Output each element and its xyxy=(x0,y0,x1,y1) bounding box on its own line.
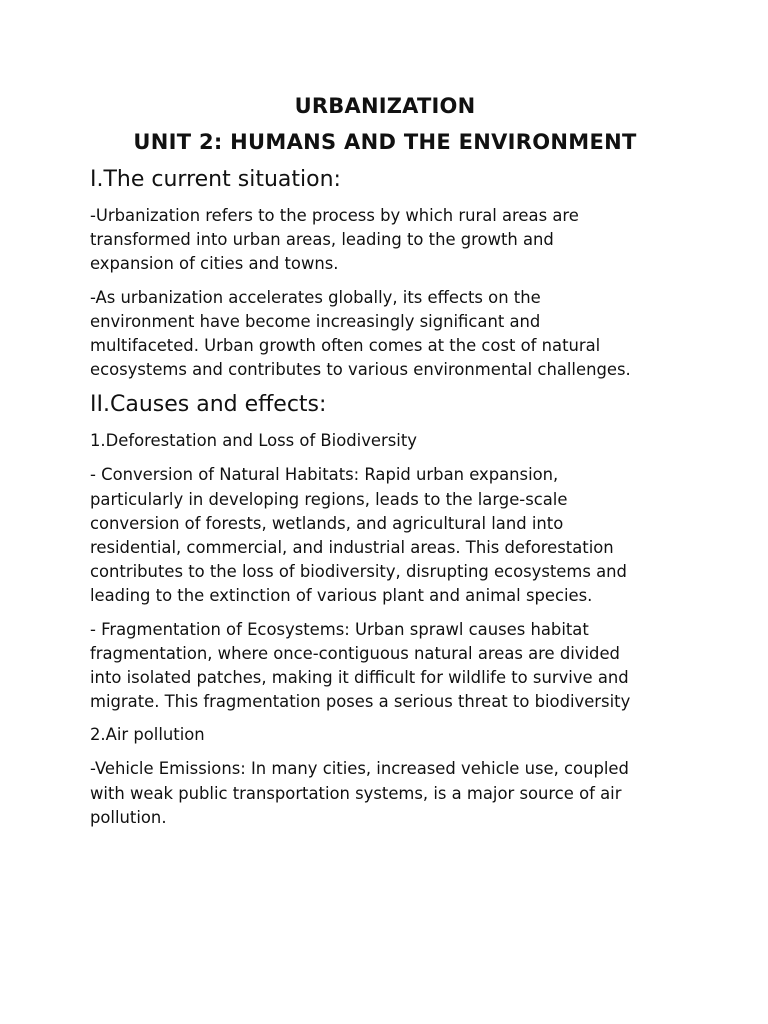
text-line: migrate. This fragmentation poses a serious threat to biodiversity xyxy=(90,692,631,712)
text-line: -As urbanization accelerates globally, its effects on the xyxy=(90,287,541,307)
document-title: URBANIZATION xyxy=(294,94,476,118)
text-line: transformed into urban areas, leading to the growth and xyxy=(90,230,554,250)
text-line: multifaceted. Urban growth often comes at the cost of natural xyxy=(90,336,601,356)
text-line: into isolated patches, making it difficult for wildlife to survive and xyxy=(90,668,629,688)
text-line: residential, commercial, and industrial areas. This deforestation xyxy=(90,538,614,558)
text-line: leading to the extinction of various plant and animal species. xyxy=(90,586,593,606)
text-line: - Fragmentation of Ecosystems: Urban sprawl causes habitat xyxy=(90,619,589,639)
text-line: conversion of forests, wetlands, and agricultural land into xyxy=(90,513,564,533)
paragraph-fragmentation xyxy=(90,618,680,715)
document-content xyxy=(90,92,680,839)
text-line: with weak public transportation systems, is a major source of air xyxy=(90,783,622,803)
text-line: ecosystems and contributes to various environmental challenges. xyxy=(90,360,631,380)
text-line: environment have become increasingly significant and xyxy=(90,311,541,331)
subheading-air-pollution: 2.Air pollution xyxy=(90,725,205,745)
text-line: expansion of cities and towns. xyxy=(90,254,339,274)
text-line: -Urbanization refers to the process by which rural areas are xyxy=(90,206,579,225)
section-heading-causes-effects: II.Causes and effects: xyxy=(90,392,327,418)
text-line: pollution. xyxy=(90,807,167,827)
text-line: fragmentation, where once-contiguous natural areas are divided xyxy=(90,643,620,663)
section-heading-current-situation: I.The current situation: xyxy=(90,167,341,192)
text-line: contributes to the loss of biodiversity, disrupting ecosystems and xyxy=(90,562,627,582)
unit-title: UNIT 2: HUMANS AND THE ENVIRONMENT xyxy=(133,130,637,154)
paragraph-urbanization-definition xyxy=(90,204,680,277)
text-line: particularly in developing regions, leads to the large-scale xyxy=(90,489,568,509)
paragraph-vehicle-emissions xyxy=(90,757,680,830)
text-line: - Conversion of Natural Habitats: Rapid urban expansion, xyxy=(90,465,559,485)
subheading-deforestation: 1.Deforestation and Loss of Biodiversity xyxy=(90,431,417,451)
paragraph-conversion-habitats xyxy=(90,463,680,608)
text-line: -Vehicle Emissions: In many cities, increased vehicle use, coupled xyxy=(90,759,629,779)
paragraph-urbanization-effects xyxy=(90,286,680,383)
